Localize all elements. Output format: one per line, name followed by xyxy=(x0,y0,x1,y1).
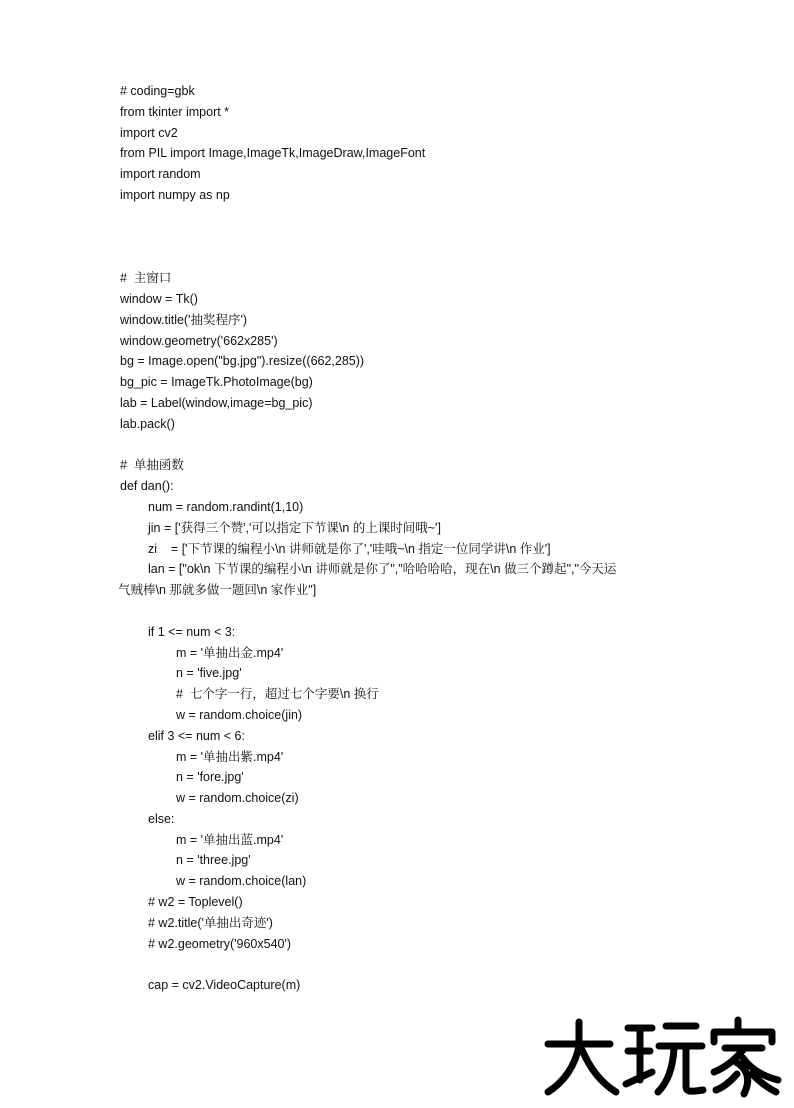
blank-line xyxy=(120,601,720,622)
code-comment: # w2 = Toplevel() xyxy=(148,895,243,910)
code-line: lan = ["ok\n 下节课的编程小\n 讲师就是你了","哈哈哈哈，现在\n 做三个蹲起","今天运 xyxy=(148,562,617,577)
code-line: zi = ['下节课的编程小\n 讲师就是你了','哇哦~\n 指定一位同学讲\n 作业'] xyxy=(148,541,551,556)
blank-line xyxy=(120,227,720,248)
code-line: n = 'fore.jpg' xyxy=(176,770,244,785)
code-comment: # w2.geometry('960x540') xyxy=(148,936,292,951)
blank-line xyxy=(120,247,720,268)
code-line: if 1 <= num < 3: xyxy=(148,624,236,639)
code-line: bg = Image.open("bg.jpg").resize((662,285)) xyxy=(120,354,365,369)
code-line: from tkinter import * xyxy=(120,104,230,119)
code-comment: # 七个字一行，超过七个字要\n 换行 xyxy=(176,687,379,702)
code-line: m = '单抽出紫.mp4' xyxy=(176,749,284,764)
code-line: n = 'five.jpg' xyxy=(176,666,242,681)
code-line: 气贼棒\n 那就多做一题回\n 家作业"] xyxy=(118,583,317,598)
code-line: n = 'three.jpg' xyxy=(176,853,251,868)
code-line: from PIL import Image,ImageTk,ImageDraw,ImageFont xyxy=(120,146,426,161)
code-line: window.title('抽奖程序') xyxy=(120,312,248,327)
code-line: def dan(): xyxy=(120,479,174,494)
code-line: m = '单抽出蓝.mp4' xyxy=(176,832,284,847)
code-line: import random xyxy=(120,167,201,182)
code-line: else: xyxy=(148,811,175,826)
code-comment: # 主窗口 xyxy=(120,271,172,286)
code-line: elif 3 <= num < 6: xyxy=(148,728,245,743)
code-line: w = random.choice(jin) xyxy=(176,707,303,722)
code-line: window.geometry('662x285') xyxy=(120,333,278,348)
code-line: window = Tk() xyxy=(120,291,198,306)
blank-line xyxy=(120,206,720,227)
blank-line xyxy=(120,435,720,456)
code-comment: # 单抽函数 xyxy=(120,458,184,473)
code-comment: # w2.title('单抽出奇迹') xyxy=(148,915,273,930)
code-line: jin = ['获得三个赞','可以指定下节课\n 的上课时间哦~'] xyxy=(148,520,441,535)
code-line: w = random.choice(lan) xyxy=(176,874,307,889)
code-line: # coding=gbk xyxy=(120,84,195,98)
blank-line xyxy=(120,954,720,975)
watermark-logo xyxy=(540,1010,790,1100)
code-line: import numpy as np xyxy=(120,187,230,202)
code-line: num = random.randint(1,10) xyxy=(148,499,304,514)
code-line: cap = cv2.VideoCapture(m) xyxy=(148,978,301,993)
code-line: bg_pic = ImageTk.PhotoImage(bg) xyxy=(120,375,313,390)
code-line: w = random.choice(zi) xyxy=(176,791,299,806)
code-line: m = '单抽出金.mp4' xyxy=(176,645,284,660)
code-line: lab.pack() xyxy=(120,416,175,431)
code-line: lab = Label(window,image=bg_pic) xyxy=(120,395,313,410)
code-line: import cv2 xyxy=(120,125,178,140)
code-block xyxy=(120,81,720,996)
